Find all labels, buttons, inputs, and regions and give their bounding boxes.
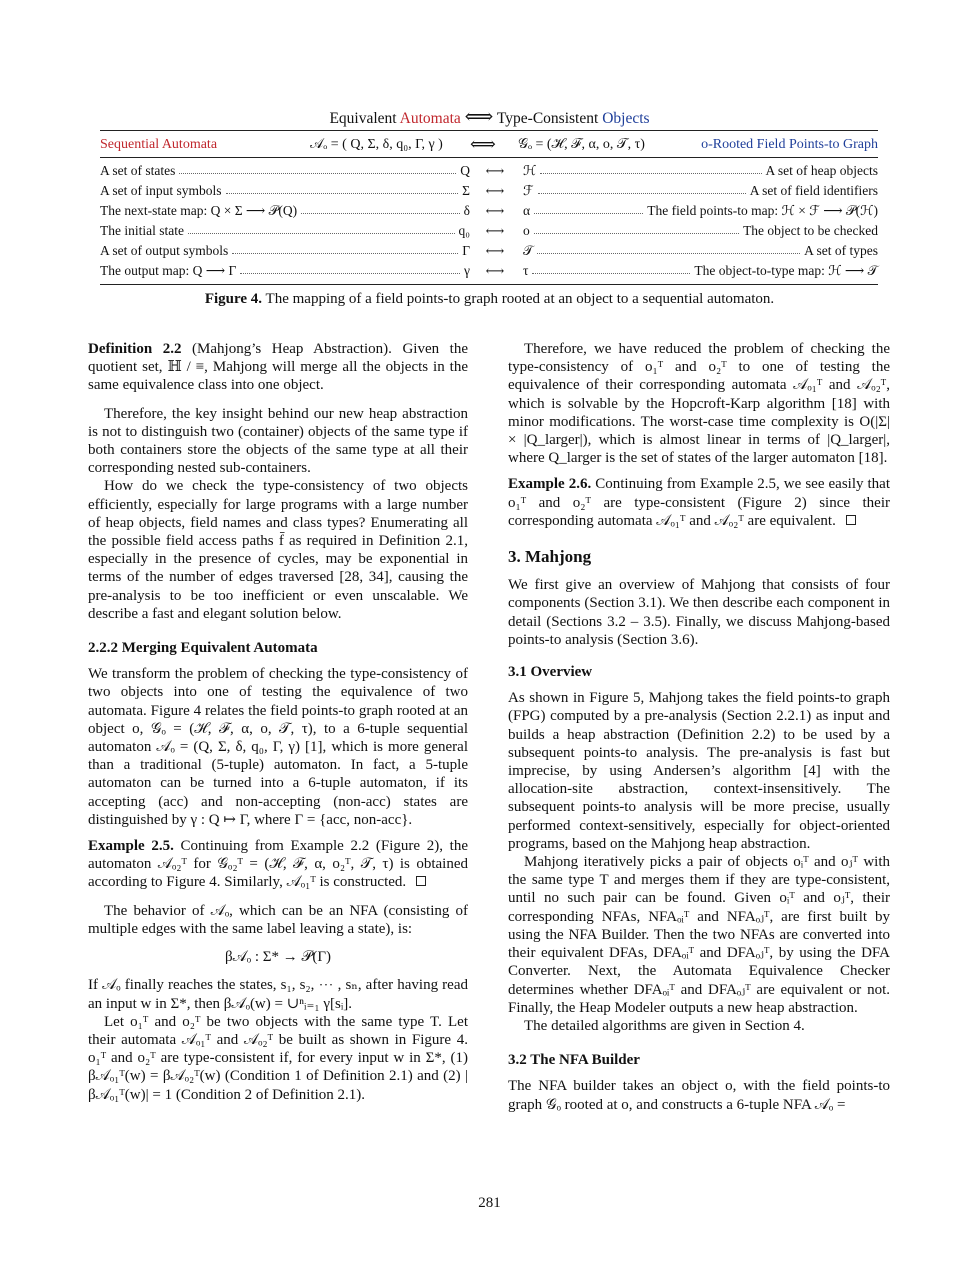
automaton-tuple: 𝒜ₒ = ( Q, Σ, δ, q₀, Γ, γ ) — [310, 137, 443, 152]
leader-dots — [534, 233, 739, 234]
automaton-symbol: q₀ — [458, 223, 470, 238]
graph-symbol: τ — [523, 263, 529, 278]
automaton-symbol: γ — [464, 263, 470, 278]
graph-symbol: o — [523, 223, 530, 238]
automaton-component-label: The next-state map: Q × Σ ⟶ 𝒫(Q) — [100, 203, 298, 218]
left-column — [88, 340, 468, 1104]
mapping-row — [100, 261, 878, 280]
definition-title: (Mahjong’s Heap Abstraction). — [192, 341, 392, 357]
correspondence-arrow-icon: ⟷ — [485, 243, 505, 258]
example-text: Continuing from Example 2.2 (Figure 2), the automaton 𝒜ₒ₂ᵀ for 𝒢ₒ₂ᵀ = (ℋ, ℱ, α, o₂ᵀ, 𝒯, τ) is obtained according to Figure 4. Similarly, 𝒜ₒ₁ᵀ is constructed. — [88, 838, 468, 891]
leader-dots — [232, 253, 458, 254]
correspondence-arrow-icon: ⟷ — [485, 183, 505, 198]
definition-2-2 — [88, 340, 468, 395]
definition-text: Given the quotient set, ℍ / ≡, Mahjong will merge all the objects in the same equivalence class into one object. — [88, 341, 468, 394]
rooted-graph-label: o-Rooted Field Points-to Graph — [701, 137, 878, 152]
paragraph-type-consistency: How do we check the type-consistency of two objects efficiently, especially for large programs with a large number of heap objects, field names and class types? Enumerating all the possible field access paths f̄ as required in Definition 2.1, especially in the presence of cycles, may be exponential in terms of the number of edges traversed [28, 34], causing the pre-analysis to be too inefficient or even unscalable. We describe a fast and elegant solution below. — [88, 478, 468, 622]
example-text: Continuing from Example 2.5, we see easily that o₁ᵀ and o₂ᵀ are type-consistent (Figure 2) since their corresponding automata 𝒜ₒ₁ᵀ and 𝒜ₒ₂ᵀ are equivalent. — [508, 476, 891, 529]
figure-caption — [0, 291, 979, 308]
correspondence-arrow-icon: ⟷ — [485, 263, 505, 278]
leader-dots — [188, 233, 455, 234]
leader-dots — [534, 213, 643, 214]
figure-bottom-rule — [100, 284, 878, 285]
graph-component-label: The field points-to map: ℋ × ℱ ⟶ 𝒫(ℋ) — [647, 203, 878, 218]
sequential-automata-label: Sequential Automata — [100, 137, 218, 152]
figure-tuple-row — [100, 135, 878, 154]
automaton-component-label: A set of states — [100, 163, 176, 178]
paragraph-key-insight: Therefore, the key insight behind our new heap abstraction is not to distinguish two (container) objects of the same type if both containers store the objects of the same type at all their corresponding nested sub-containers. — [88, 405, 468, 477]
subsection-heading: 2.2.2 Merging Equivalent Automata — [88, 640, 318, 657]
leader-dots — [540, 173, 761, 174]
figure-header — [0, 104, 979, 129]
graph-tuple: 𝒢ₒ = (ℋ, ℱ, α, o, 𝒯, τ) — [518, 137, 645, 152]
tuple-equivalence-arrow-icon: ⟺ — [470, 134, 496, 154]
graph-component-label: A set of types — [804, 243, 878, 258]
graph-symbol: ℱ — [523, 183, 534, 198]
graph-symbol: 𝒯 — [523, 243, 534, 258]
example-2-6 — [508, 475, 890, 530]
leader-dots — [537, 253, 800, 254]
paragraph-detailed: The detailed algorithms are given in Section 4. — [524, 1017, 805, 1034]
header-right-text: Type-Consistent — [496, 110, 599, 127]
automaton-symbol: Σ — [462, 183, 470, 198]
graph-component-label: A set of heap objects — [765, 163, 878, 178]
header-left-text: Equivalent — [329, 110, 397, 127]
automaton-component-label: A set of input symbols — [100, 183, 222, 198]
caption-text: The mapping of a field points-to graph rooted at an object to a sequential automaton. — [265, 291, 775, 307]
paragraph-figure5: As shown in Figure 5, Mahjong takes the field points-to graph (FPG) computed by a pre-analysis (Section 2.2.1) as input and builds a heap abstraction (Definition 2.2) to be used by a subsequent points-to analysis. The pre-analysis is fast but imprecise, by using Andersen’s algorithm [4] with the allocation-site abstraction, context-insensitively. The subsequent points-to analysis will be more precise, usually performed context-sensitively, especially for object-oriented programs, based on the Mahjong heap abstraction. — [508, 690, 890, 852]
paragraph-transform: We transform the problem of checking the type-consistency of two objects into one of testing the equivalence of two automata. Figure 4 relates the field points-to graph rooted at an object o, 𝒢ₒ = (ℋ, ℱ, α, o, 𝒯, τ), to a 6-tuple sequential automaton 𝒜ₒ = (Q, Σ, δ, q₀, Γ, γ) [1], which is more general than a traditional (5-tuple) automaton. In fact, a 5-tuple automaton can be turned into a 6-tuple automaton, if its accepting (acc) and non-accepting (non-acc) states are distinguished by γ : Q ↦ Γ, where Γ = {acc, non-acc}. — [88, 666, 468, 828]
automaton-symbol: Γ — [462, 243, 470, 258]
leader-dots — [240, 273, 460, 274]
figure-mid-rule — [100, 157, 878, 158]
mapping-row — [100, 201, 878, 220]
leader-dots — [226, 193, 459, 194]
behavior-formula: β𝒜ₒ : Σ* → 𝒫(Γ) — [224, 949, 332, 966]
graph-component-label: A set of field identifiers — [749, 183, 878, 198]
mapping-row — [100, 221, 878, 240]
leader-dots — [301, 213, 459, 214]
paragraph-reach-states: If 𝒜ₒ finally reaches the states, s₁, s₂, ⋯ , sₙ, after having read an input w in Σ*, then β𝒜ₒ(w) = ∪ⁿᵢ₌₁ γ[sᵢ]. — [88, 977, 468, 1012]
section-3-1-heading: 3.1 Overview — [508, 664, 593, 681]
section-3-heading: 3. Mahjong — [508, 547, 592, 567]
mapping-row — [100, 241, 878, 260]
automaton-symbol: δ — [463, 203, 470, 218]
section-3-2-heading: 3.2 The NFA Builder — [508, 1052, 640, 1069]
qed-square-icon — [846, 515, 856, 525]
page-number: 281 — [478, 1195, 501, 1211]
paragraph-overview-intro: We first give an overview of Mahjong that consists of four components (Section 3.1). We then describe each component in detail (Sections 3.2 – 3.5). Finally, we discuss Mahjong-based points-to analysis (Section 3.6). — [508, 577, 890, 648]
header-automata-word: Automata — [399, 110, 461, 127]
paragraph-iterative: Mahjong iteratively picks a pair of objects oᵢᵀ and oⱼᵀ with the same type T and merges them if they are type-consistent, until no such pair can be found. Given oᵢᵀ and oⱼᵀ, their corresponding NFAs, NFAₒᵢᵀ and NFAₒⱼᵀ, are first built by using the NFA Builder. Then the two NFAs are converted into their equivalent DFAs, DFAₒᵢᵀ and DFAₒⱼᵀ, by using the DFA Converter. Next, the Automata Equivalence Checker determines whether DFAₒᵢᵀ and DFAₒⱼᵀ are equivalent or not. Finally, the Heap Modeler outputs a new heap abstraction. — [508, 854, 890, 1016]
leader-dots — [538, 193, 746, 194]
paragraph-reduced: Therefore, we have reduced the problem of checking the type-consistency of o₁ᵀ and o₂ᵀ to one of testing the equivalence of their corresponding automata 𝒜ₒ₁ᵀ and 𝒜ₒ₂ᵀ, which is solvable by the Hopcroft-Karp algorithm [18] with minor modifications. The worst-case time complexity is O(|Σ| × |Q_larger|), which is almost linear in terms of |Q_larger|, where Q_larger is the set of states of the larger automaton [18]. — [508, 341, 890, 467]
mapping-row — [100, 161, 878, 180]
paragraph-type-consistent-def: Let o₁ᵀ and o₂ᵀ be two objects with the same type T. Let their automata 𝒜ₒ₁ᵀ and 𝒜ₒ₂ᵀ be built as shown in Figure 4. o₁ᵀ and o₂ᵀ are type-consistent if, for every input w in Σ*, (1) β𝒜ₒ₁ᵀ(w) = β𝒜ₒ₂ᵀ(w) (Condition 1 of Definition 2.1) and (2) |β𝒜ₒ₁ᵀ(w)| = 1 (Condition 2 of Definition 2.1). — [88, 1013, 468, 1103]
qed-square-icon — [416, 876, 426, 886]
caption-label: Figure 4. — [204, 291, 263, 307]
automaton-component-label: The initial state — [100, 223, 184, 238]
example-2-5 — [88, 837, 468, 892]
automaton-component-label: A set of output symbols — [100, 243, 229, 258]
double-arrow-icon: ⟺ — [464, 106, 494, 128]
mapping-row — [100, 181, 878, 200]
automaton-component-label: The output map: Q ⟶ Γ — [100, 263, 237, 278]
example-label: Example 2.6. — [508, 476, 592, 493]
graph-symbol: α — [523, 203, 531, 218]
leader-dots — [179, 173, 456, 174]
figure-top-rule — [100, 130, 878, 131]
paragraph-nfa-builder: The NFA builder takes an object o, with the field points-to graph 𝒢ₒ rooted at o, and constructs a 6-tuple NFA 𝒜ₒ = — [508, 1078, 890, 1113]
paragraph-behavior: The behavior of 𝒜ₒ, which can be an NFA (consisting of multiple edges with the same label leaving a state), is: — [88, 902, 468, 937]
example-label: Example 2.5. — [88, 838, 174, 855]
definition-label: Definition 2.2 — [88, 341, 182, 357]
header-objects-word: Objects — [602, 110, 650, 127]
correspondence-arrow-icon: ⟷ — [485, 203, 505, 218]
correspondence-arrow-icon: ⟷ — [485, 163, 505, 178]
graph-component-label: The object to be checked — [743, 223, 878, 238]
graph-component-label: The object-to-type map: ℋ ⟶ 𝒯 — [694, 263, 878, 278]
automaton-symbol: Q — [460, 163, 470, 178]
graph-symbol: ℋ — [523, 163, 537, 178]
leader-dots — [532, 273, 690, 274]
right-column — [508, 340, 890, 1114]
correspondence-arrow-icon: ⟷ — [485, 223, 505, 238]
